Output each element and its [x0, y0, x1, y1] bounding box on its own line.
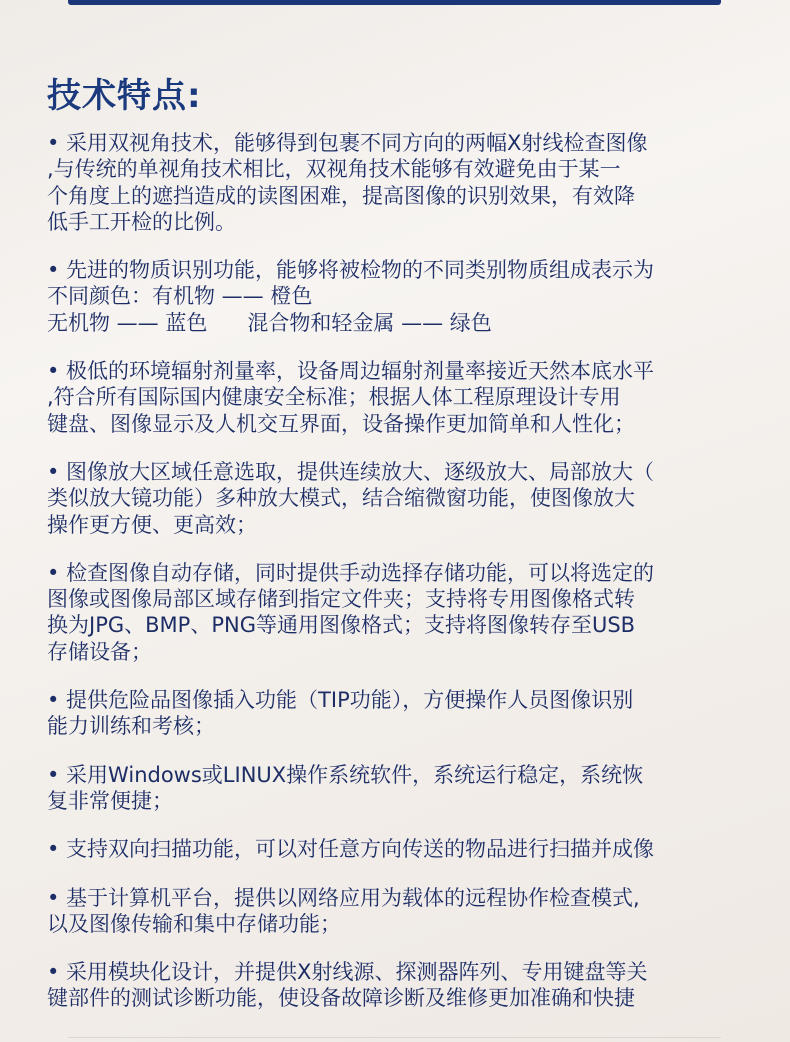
feature-line: 不同颜色：有机物 —— 橙色 [47, 284, 313, 309]
feature-line: • 采用模块化设计，并提供X射线源、探测器阵列、专用键盘等关 [47, 960, 648, 985]
feature-line: • 采用Windows或LINUX操作系统软件，系统运行稳定，系统恢 [47, 762, 644, 787]
feature-line: • 检查图像自动存储，同时提供手动选择存储功能，可以将选定的 [47, 560, 655, 585]
feature-line: 无机物 —— 蓝色 混合物和轻金属 —— 绿色 [47, 310, 492, 335]
feature-item [47, 130, 747, 235]
feature-line: 键部件的测试诊断功能，使设备故障诊断及维修更加准确和快捷 [47, 986, 635, 1011]
feature-line: 操作更方便、更高效； [47, 512, 257, 537]
feature-line: ,与传统的单视角技术相比，双视角技术能够有效避免由于某一 [47, 157, 621, 182]
feature-line: • 采用双视角技术，能够得到包裹不同方向的两幅X射线检查图像 [47, 131, 648, 155]
feature-line: 类似放大镜功能）多种放大模式，结合缩微窗功能，使图像放大 [47, 486, 635, 511]
feature-item [47, 560, 747, 665]
feature-item [47, 459, 747, 538]
feature-line: 能力训练和考核； [47, 714, 215, 739]
feature-line: 低手工开检的比例。 [47, 209, 236, 234]
feature-item [47, 959, 747, 1012]
feature-line: • 提供危险品图像插入功能（TIP功能），方便操作人员图像识别 [47, 688, 634, 713]
feature-line: 换为JPG、BMP、PNG等通用图像格式；支持将图像转存至USB [47, 613, 636, 638]
feature-line: • 图像放大区域任意选取，提供连续放大、逐级放大、局部放大（ [47, 459, 655, 484]
feature-line: 以及图像传输和集中存储功能； [47, 911, 341, 936]
feature-line: ,符合所有国际国内健康安全标准；根据人体工程原理设计专用 [47, 385, 621, 410]
feature-line: • 先进的物质识别功能，能够将被检物的不同类别物质组成表示为 [47, 258, 655, 283]
feature-line: 图像或图像局部区域存储到指定文件夹；支持将专用图像格式转 [47, 587, 635, 612]
feature-line: 键盘、图像显示及人机交互界面，设备操作更加简单和人性化； [47, 411, 635, 436]
feature-line: 存储设备； [47, 639, 152, 664]
feature-line: • 支持双向扫描功能，可以对任意方向传送的物品进行扫描并成像 [47, 837, 655, 862]
feature-line: 个角度上的遮挡造成的读图困难，提高图像的识别效果，有效降 [47, 183, 635, 208]
feature-line: • 极低的环境辐射剂量率，设备周边辐射剂量率接近天然本底水平 [47, 359, 655, 384]
feature-item [47, 836, 747, 862]
bottom-divider [68, 1037, 721, 1038]
top-divider-bar [68, 0, 721, 5]
feature-item [47, 762, 747, 815]
feature-item [47, 885, 747, 938]
feature-list [47, 130, 747, 1034]
feature-item [47, 358, 747, 437]
feature-item [47, 257, 747, 336]
feature-item [47, 687, 747, 740]
feature-line: 复非常便捷； [47, 788, 173, 813]
section-title: 技术特点: [47, 76, 202, 116]
feature-line: • 基于计算机平台，提供以网络应用为载体的远程协作检查模式, [47, 885, 640, 910]
